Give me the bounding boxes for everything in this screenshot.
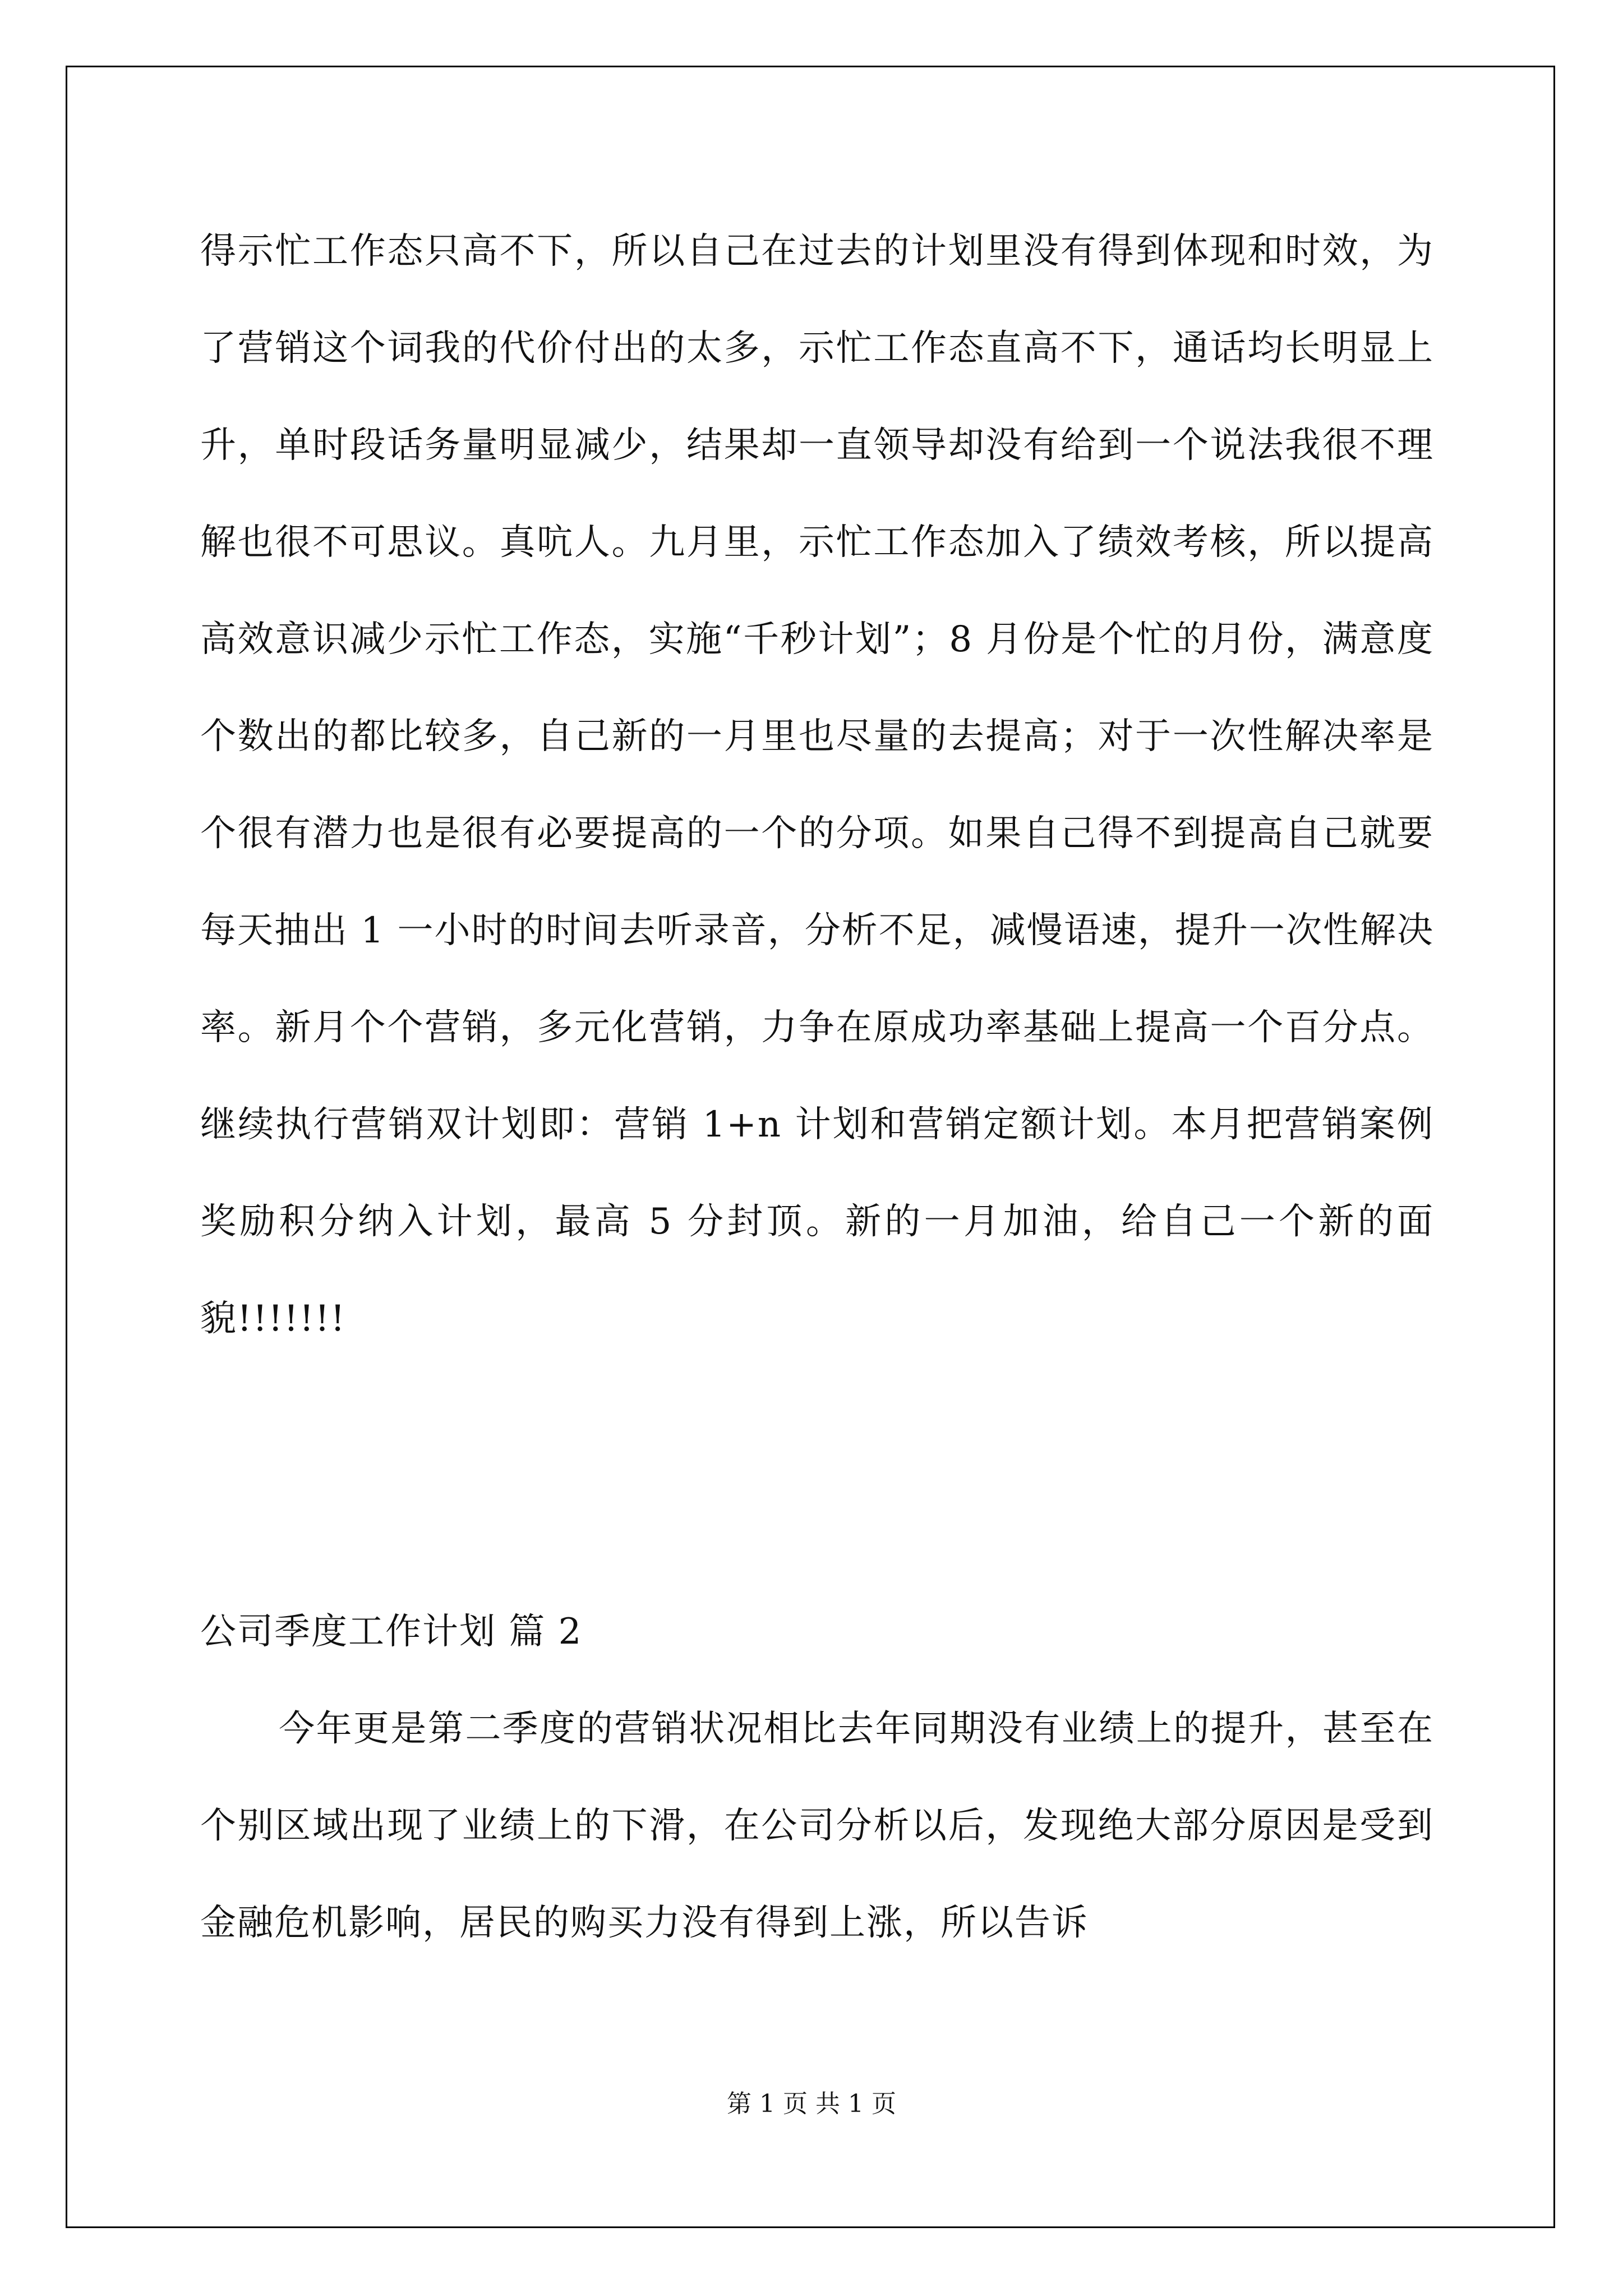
body-paragraph: 今年更是第二季度的营销状况相比去年同期没有业绩上的提升，甚至在个别区域出现了业绩上的下滑，在公司分析以后，发现绝大部分原因是受到金融危机影响，居民的购买力没有得到上涨，所以告诉 bbox=[200, 1708, 1434, 1944]
page-number-footer: 第 1 页 共 1 页 bbox=[727, 2090, 896, 2118]
body-paragraph: 得示忙工作态只高不下，所以自己在过去的计划里没有得到体现和时效，为了营销这个词我的代价付出的太多，示忙工作态直高不下，通话均长明显上升，单时段话务量明显减少，结果却一直领导却没有给到一个说法我很不理解也很不可思议。真吭人。九月里，示忙工作态加入了绩效考核，所以提高高效意识减少示忙工作态，实施“千秒计划”；8 月份是个忙的月份，满意度个数出的都比较多，自己新的一月里也尽量的去提高；对于一次性解决率是个很有潜力也是很有必要提高的一个的分项。如果自己得不到提高自己就要每天抽出 1 一小时的时间去听录音，分析不足，减慢语速，提升一次性解决率。新月个个营销，多元化营销，力争在原成功率基础上提高一个百分点。继续执行营销双计划即：营销 1+n 计划和营销定额计划。本月把营销案例奖励积分纳入计划，最高 5 分封顶。新的一月加油，给自己一个新的面貌!!!!!!! bbox=[200, 231, 1434, 1340]
section-heading: 公司季度工作计划 篇 2 bbox=[200, 1611, 583, 1653]
